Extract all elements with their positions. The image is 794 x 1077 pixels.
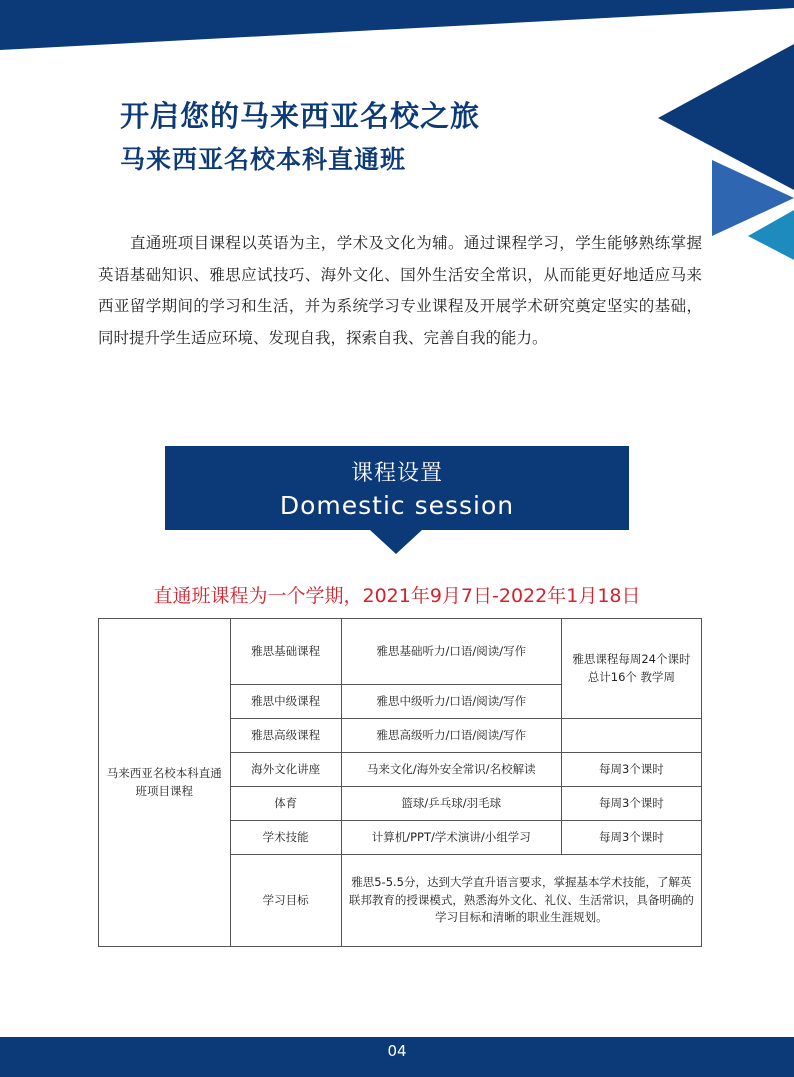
course-category: 海外文化讲座: [230, 753, 341, 787]
empty-cell: [561, 719, 701, 753]
course-content: 雅思高级听力/口语/阅读/写作: [341, 719, 561, 753]
banner-arrow: [370, 530, 422, 554]
course-category: 学术技能: [230, 821, 341, 855]
course-content: 篮球/乒乓球/羽毛球: [341, 787, 561, 821]
ielts-hours-line1: 雅思课程每周24个课时: [572, 651, 691, 666]
course-category: 雅思高级课程: [230, 719, 341, 753]
top-blue-band: [0, 0, 794, 50]
section-banner: [165, 446, 629, 530]
ielts-hours: [561, 619, 701, 719]
course-content: 雅思基础听力/口语/阅读/写作: [341, 619, 561, 685]
program-name: 马来西亚名校本科直通班项目课程: [99, 619, 231, 947]
course-content: 雅思中级听力/口语/阅读/写作: [341, 685, 561, 719]
ielts-hours-line2: 总计16个 教学周: [587, 669, 676, 684]
course-content: 马来文化/海外安全常识/名校解读: [341, 753, 561, 787]
course-category: 雅思基础课程: [230, 619, 341, 685]
intro-paragraph: 直通班项目课程以英语为主，学术及文化为辅。通过课程学习，学生能够熟练掌握英语基础知识、雅思应试技巧、海外文化、国外生活安全常识，从而能更好地适应马来西亚留学期间的学习和生活，并为系统学习专业课程及开展学术研究奠定坚实的基础，同时提升学生适应环境、发现自我，探索自我、完善自我的能力。: [98, 234, 702, 347]
learning-goal: 雅思5-5.5分，达到大学直升语言要求，掌握基本学术技能，了解英联邦教育的授课模式，熟悉海外文化、礼仪、生活常识，具备明确的学习目标和清晰的职业生涯规划。: [341, 855, 701, 947]
teal-triangle: [748, 210, 794, 260]
banner-title-en: Domestic session: [279, 491, 515, 520]
page-subtitle: 马来西亚名校本科直通班: [120, 145, 407, 174]
table-row: [99, 619, 702, 685]
footer-bar: [0, 1037, 794, 1077]
term-dates: 直通班课程为一个学期，2021年9月7日-2022年1月18日: [153, 585, 641, 607]
course-hours: 每周3个课时: [561, 753, 701, 787]
banner-title-cn: 课程设置: [350, 461, 443, 486]
course-hours: 每周3个课时: [561, 821, 701, 855]
course-category: 雅思中级课程: [230, 685, 341, 719]
course-hours: 每周3个课时: [561, 787, 701, 821]
page-title: 开启您的马来西亚名校之旅: [120, 99, 481, 133]
page-number: 04: [387, 1042, 407, 1060]
course-content: 计算机/PPT/学术演讲/小组学习: [341, 821, 561, 855]
course-category: 学习目标: [230, 855, 341, 947]
course-table: [98, 618, 702, 947]
course-category: 体育: [230, 787, 341, 821]
